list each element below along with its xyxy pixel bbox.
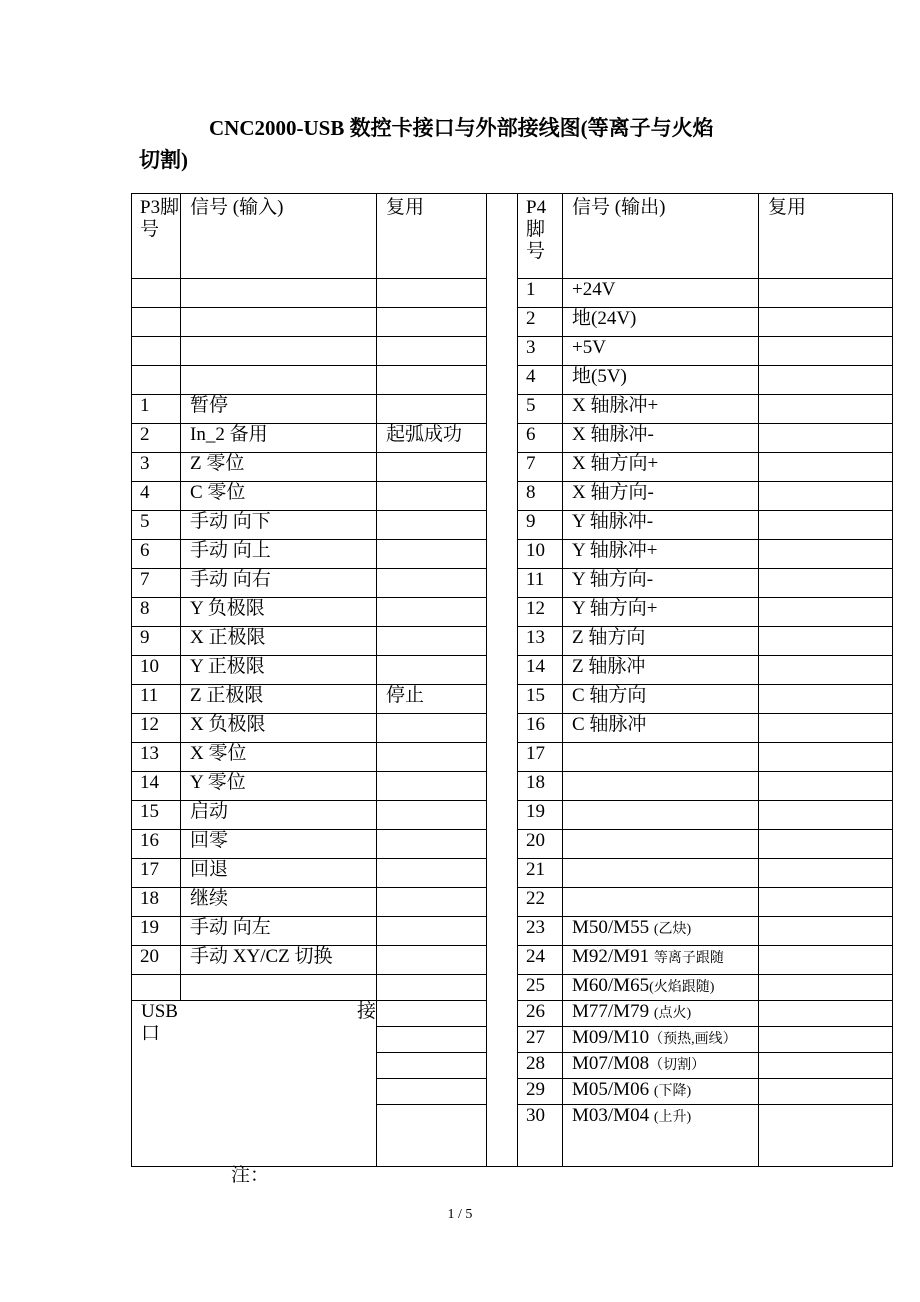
p3-pin-cell: 16	[132, 830, 181, 859]
p3-reuse-cell	[377, 1053, 487, 1079]
p4-pin-cell: 23	[518, 917, 563, 946]
p3-pin-cell: 2	[132, 424, 181, 453]
p3-reuse-cell	[377, 366, 487, 395]
p3-reuse-cell	[377, 888, 487, 917]
p4-signal-cell	[563, 830, 759, 859]
p4-pin-cell: 22	[518, 888, 563, 917]
document-title	[139, 112, 819, 176]
p4-pin-cell: 4	[518, 366, 563, 395]
p3-signal-cell: 手动 向右	[181, 569, 377, 598]
p3-pin-cell: 19	[132, 917, 181, 946]
p4-reuse-cell	[759, 482, 893, 511]
p4-pin-cell: 9	[518, 511, 563, 540]
p3-pin-cell: 9	[132, 627, 181, 656]
p4-reuse-cell	[759, 337, 893, 366]
p4-signal-cell	[563, 569, 759, 598]
p4-signal-cell	[563, 540, 759, 569]
p4-signal-cell	[563, 772, 759, 801]
p3-pin-cell: 17	[132, 859, 181, 888]
p4-signal-cell	[563, 975, 759, 1001]
p4-pin-cell: 27	[518, 1027, 563, 1053]
p4-signal-text: Z 轴方向	[572, 627, 646, 648]
p4-signal-cell	[563, 308, 759, 337]
p4-reuse-cell	[759, 395, 893, 424]
p4-reuse-cell	[759, 917, 893, 946]
p3-pin-cell: 11	[132, 685, 181, 714]
p3-signal-cell: 回零	[181, 830, 377, 859]
p3-pin-cell: 10	[132, 656, 181, 685]
p4-signal-text: M07/M08	[572, 1053, 650, 1074]
usb-label-word: USB	[141, 1001, 178, 1022]
p4-reuse-cell	[759, 598, 893, 627]
p4-signal-cell	[563, 598, 759, 627]
p4-signal-text: M50/M55	[572, 917, 654, 938]
p4-signal-cell	[563, 453, 759, 482]
p3-signal-cell: X 正极限	[181, 627, 377, 656]
p4-pin-cell: 7	[518, 453, 563, 482]
usb-label-char: 接	[356, 1001, 376, 1022]
p4-pin-cell: 6	[518, 424, 563, 453]
p4-pin-cell: 12	[518, 598, 563, 627]
p3-signal-cell: 手动 向上	[181, 540, 377, 569]
p4-signal-cell	[563, 1027, 759, 1053]
p4-signal-text: 地(5V)	[572, 366, 627, 387]
p3-signal-cell: X 负极限	[181, 714, 377, 743]
p3-pin-cell: 5	[132, 511, 181, 540]
p4-pin-cell: 2	[518, 308, 563, 337]
p4-reuse-cell	[759, 656, 893, 685]
p4-signal-text: Y 轴脉冲+	[572, 540, 658, 561]
p4-pin-cell: 19	[518, 801, 563, 830]
p3-reuse-cell	[377, 337, 487, 366]
p4-signal-text: X 轴方向-	[572, 482, 654, 503]
p3-pin-cell: 15	[132, 801, 181, 830]
p3-reuse-cell	[377, 598, 487, 627]
p4-signal-cell	[563, 1079, 759, 1105]
column-gap	[487, 194, 518, 1167]
p3-reuse-cell	[377, 1105, 487, 1167]
p4-signal-cell	[563, 685, 759, 714]
p4-reuse-cell	[759, 830, 893, 859]
p3-reuse-cell	[377, 511, 487, 540]
p4-pin-cell: 26	[518, 1001, 563, 1027]
p3-reuse-cell	[377, 482, 487, 511]
p4-signal-note: （预热,画线）	[649, 1032, 737, 1047]
p4-reuse-cell	[759, 946, 893, 975]
p4-signal-note: (火焰跟随)	[649, 980, 715, 995]
p4-pin-cell: 3	[518, 337, 563, 366]
p4-reuse-cell	[759, 279, 893, 308]
p3-signal-cell: Z 零位	[181, 453, 377, 482]
p3-signal-cell: C 零位	[181, 482, 377, 511]
p3-signal-cell: Z 正极限	[181, 685, 377, 714]
p3-reuse-cell	[377, 656, 487, 685]
p3-pin-cell: 20	[132, 946, 181, 975]
p4-signal-text: M03/M04	[572, 1105, 654, 1126]
p4-pin-cell: 15	[518, 685, 563, 714]
p4-reuse-cell	[759, 801, 893, 830]
p4-signal-cell	[563, 627, 759, 656]
p4-signal-cell	[563, 946, 759, 975]
p4-signal-cell	[563, 714, 759, 743]
p4-signal-text: M60/M65	[572, 975, 650, 996]
p4-reuse-cell	[759, 453, 893, 482]
p4-signal-cell	[563, 279, 759, 308]
p3-reuse-cell	[377, 975, 487, 1001]
p3-pin-cell	[132, 975, 181, 1001]
p4-signal-cell	[563, 337, 759, 366]
p3-reuse-cell	[377, 859, 487, 888]
p4-signal-cell	[563, 917, 759, 946]
p4-reuse-cell	[759, 1001, 893, 1027]
p3-signal-cell: Y 负极限	[181, 598, 377, 627]
p4-signal-cell	[563, 656, 759, 685]
p4-signal-cell	[563, 859, 759, 888]
p4-pin-header: P4脚号	[518, 194, 563, 279]
p4-reuse-cell	[759, 1105, 893, 1167]
p3-pin-cell	[132, 337, 181, 366]
p4-pin-cell: 13	[518, 627, 563, 656]
usb-interface-label	[132, 1001, 377, 1167]
p4-reuse-cell	[759, 888, 893, 917]
p4-signal-note: (点火)	[653, 1006, 692, 1021]
p4-pin-cell: 24	[518, 946, 563, 975]
p4-signal-text: M09/M10	[572, 1027, 650, 1048]
p4-signal-text: X 轴脉冲-	[572, 424, 654, 445]
p4-pin-cell: 20	[518, 830, 563, 859]
p3-reuse-cell	[377, 453, 487, 482]
p3-signal-cell: 启动	[181, 801, 377, 830]
p4-signal-text: M92/M91	[572, 946, 654, 967]
p3-signal-cell: Y 零位	[181, 772, 377, 801]
p3-signal-cell: 手动 向下	[181, 511, 377, 540]
p4-pin-cell: 18	[518, 772, 563, 801]
p3-pin-cell: 13	[132, 743, 181, 772]
p3-signal-cell: 暂停	[181, 395, 377, 424]
p4-signal-text: M05/M06	[572, 1079, 654, 1100]
p4-signal-note: （切割）	[649, 1058, 706, 1073]
p4-signal-note: (下降)	[653, 1084, 692, 1099]
p3-signal-cell: 手动 XY/CZ 切换	[181, 946, 377, 975]
p4-pin-cell: 16	[518, 714, 563, 743]
p4-pin-cell: 14	[518, 656, 563, 685]
p3-signal-cell: 手动 向左	[181, 917, 377, 946]
p3-reuse-cell: 起弧成功	[377, 424, 487, 453]
p4-signal-text: X 轴方向+	[572, 453, 659, 474]
p3-reuse-cell	[377, 801, 487, 830]
p3-pin-cell: 12	[132, 714, 181, 743]
p4-reuse-cell	[759, 685, 893, 714]
p4-signal-cell	[563, 743, 759, 772]
p4-reuse-cell	[759, 627, 893, 656]
p3-pin-cell: 4	[132, 482, 181, 511]
p4-reuse-cell	[759, 569, 893, 598]
p3-pin-cell: 1	[132, 395, 181, 424]
p3-reuse-cell	[377, 1027, 487, 1053]
p4-reuse-cell	[759, 743, 893, 772]
p3-pin-cell	[132, 366, 181, 395]
p3-signal-cell: 继续	[181, 888, 377, 917]
p3-signal-header: 信号 (输入)	[181, 194, 377, 279]
p3-reuse-cell	[377, 540, 487, 569]
p4-reuse-cell	[759, 424, 893, 453]
title-line-2: 切割)	[139, 148, 188, 172]
p4-signal-text: X 轴脉冲+	[572, 395, 659, 416]
p3-signal-cell	[181, 308, 377, 337]
p3-reuse-cell	[377, 917, 487, 946]
p3-reuse-cell	[377, 569, 487, 598]
p4-signal-cell	[563, 1053, 759, 1079]
p3-pin-cell: 6	[132, 540, 181, 569]
note-label: 注：	[231, 1165, 270, 1186]
p3-reuse-cell	[377, 395, 487, 424]
p3-reuse-cell	[377, 743, 487, 772]
p4-reuse-cell	[759, 511, 893, 540]
p3-signal-cell	[181, 337, 377, 366]
p3-reuse-cell	[377, 772, 487, 801]
p3-pin-cell: 14	[132, 772, 181, 801]
p4-pin-cell: 17	[518, 743, 563, 772]
p4-signal-cell	[563, 511, 759, 540]
p4-pin-cell: 5	[518, 395, 563, 424]
p3-reuse-cell	[377, 279, 487, 308]
p4-signal-cell	[563, 366, 759, 395]
page-number: 1 / 5	[447, 1207, 473, 1222]
p4-signal-text: +24V	[572, 279, 616, 300]
p4-signal-text: Y 轴方向+	[572, 598, 658, 619]
p4-reuse-header: 复用	[759, 194, 893, 279]
p3-signal-cell	[181, 975, 377, 1001]
p4-reuse-cell	[759, 366, 893, 395]
p3-reuse-header: 复用	[377, 194, 487, 279]
p4-pin-cell: 8	[518, 482, 563, 511]
p4-signal-text: +5V	[572, 337, 606, 358]
p3-reuse-cell	[377, 830, 487, 859]
p4-reuse-cell	[759, 540, 893, 569]
p4-signal-cell	[563, 888, 759, 917]
p3-reuse-cell	[377, 308, 487, 337]
p3-reuse-cell	[377, 714, 487, 743]
p4-reuse-cell	[759, 714, 893, 743]
title-line-1: CNC2000-USB 数控卡接口与外部接线图(等离子与火焰	[209, 116, 714, 140]
p4-signal-note: 等离子跟随	[653, 951, 724, 966]
p4-signal-cell	[563, 482, 759, 511]
pin-table	[131, 193, 893, 1167]
p4-pin-cell: 25	[518, 975, 563, 1001]
p4-signal-text: Y 轴方向-	[572, 569, 654, 590]
p3-reuse-cell: 停止	[377, 685, 487, 714]
p4-signal-cell	[563, 395, 759, 424]
p4-pin-cell: 29	[518, 1079, 563, 1105]
p3-pin-cell: 18	[132, 888, 181, 917]
p3-signal-cell	[181, 366, 377, 395]
p4-reuse-cell	[759, 1027, 893, 1053]
p4-reuse-cell	[759, 308, 893, 337]
usb-label-char: 口	[141, 1023, 161, 1044]
p3-reuse-cell	[377, 946, 487, 975]
p3-pin-header: P3脚号	[132, 194, 181, 279]
p3-reuse-cell	[377, 1001, 487, 1027]
p4-signal-text: M77/M79	[572, 1001, 654, 1022]
p4-reuse-cell	[759, 859, 893, 888]
table-header-row	[132, 194, 893, 279]
p3-signal-cell: X 零位	[181, 743, 377, 772]
p4-signal-cell	[563, 424, 759, 453]
p4-signal-note: (上升)	[653, 1110, 692, 1125]
p4-signal-text: Y 轴脉冲-	[572, 511, 654, 532]
p3-signal-cell: In_2 备用	[181, 424, 377, 453]
p4-pin-cell: 10	[518, 540, 563, 569]
p4-reuse-cell	[759, 1053, 893, 1079]
p3-signal-cell: 回退	[181, 859, 377, 888]
p4-signal-cell	[563, 1001, 759, 1027]
p3-reuse-cell	[377, 627, 487, 656]
p3-pin-cell: 7	[132, 569, 181, 598]
p3-pin-cell	[132, 279, 181, 308]
p4-signal-header: 信号 (输出)	[563, 194, 759, 279]
p4-signal-text: 地(24V)	[572, 308, 637, 329]
p3-signal-cell: Y 正极限	[181, 656, 377, 685]
p3-signal-cell	[181, 279, 377, 308]
p4-reuse-cell	[759, 772, 893, 801]
p4-pin-cell: 11	[518, 569, 563, 598]
p4-pin-cell: 30	[518, 1105, 563, 1167]
p4-signal-note: (乙炔)	[653, 922, 692, 937]
p4-signal-cell	[563, 801, 759, 830]
p4-reuse-cell	[759, 975, 893, 1001]
p4-pin-cell: 1	[518, 279, 563, 308]
p4-pin-cell: 28	[518, 1053, 563, 1079]
p4-signal-cell	[563, 1105, 759, 1167]
p3-pin-cell: 3	[132, 453, 181, 482]
p3-pin-cell: 8	[132, 598, 181, 627]
p4-signal-text: C 轴方向	[572, 685, 647, 706]
p3-pin-cell	[132, 308, 181, 337]
p4-pin-cell: 21	[518, 859, 563, 888]
p4-signal-text: C 轴脉冲	[572, 714, 647, 735]
p4-reuse-cell	[759, 1079, 893, 1105]
p3-reuse-cell	[377, 1079, 487, 1105]
p4-signal-text: Z 轴脉冲	[572, 656, 646, 677]
